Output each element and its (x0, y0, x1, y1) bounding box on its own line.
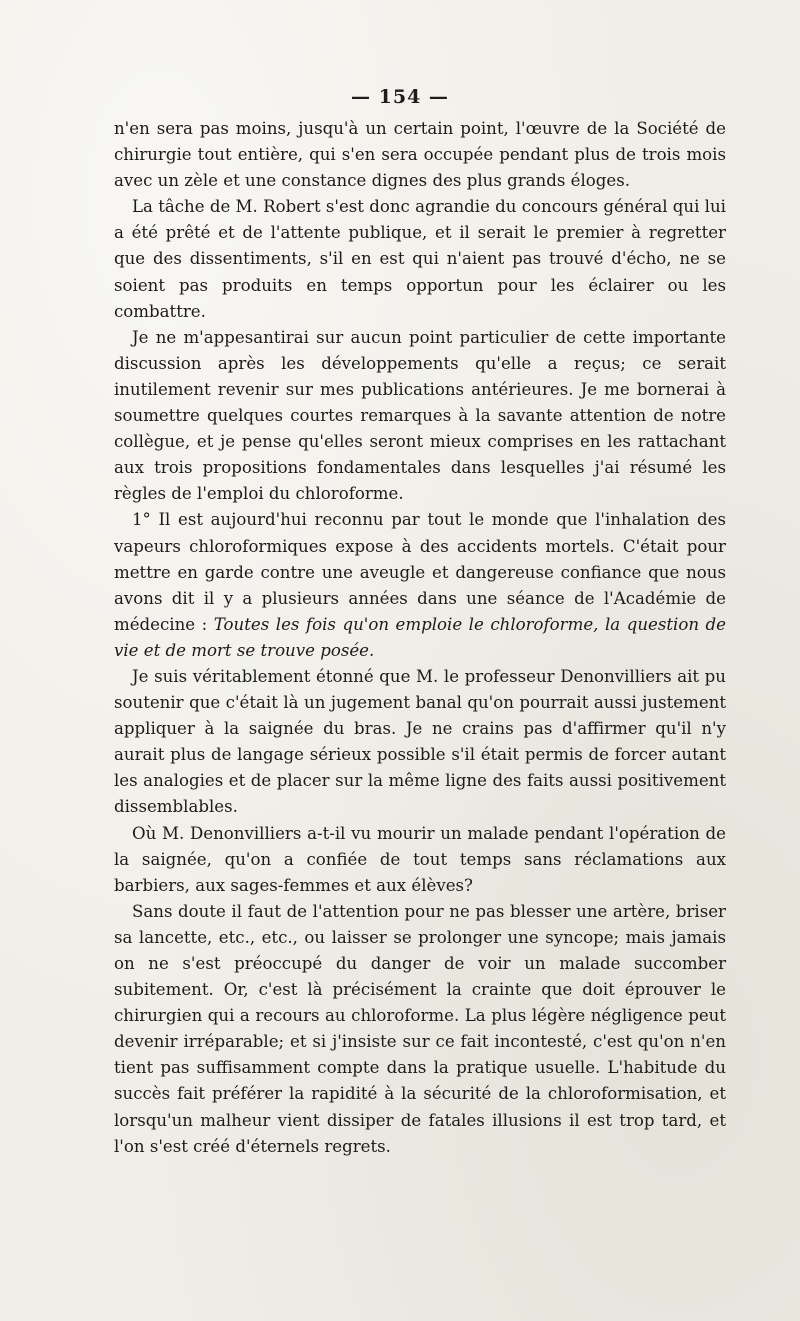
italic-quote: Toutes les fois qu'on emploie le chloroforme, la question de vie et de mort se trouve posée. (114, 614, 726, 660)
paragraph: Sans doute il faut de l'attention pour ne pas blesser une artère, briser sa lancette, etc., etc., ou laisser se prolonger une syncope; mais jamais on ne s'est préoccupé du danger de voir un malade succomber subitement. Or, c'est là précisément la crainte que doit éprouver le chirurgien qui a recours au chloroforme. La plus légère négligence peut devenir irréparable; et si j'insiste sur ce fait incontesté, c'est qu'on n'en tient pas suffisamment compte dans la pratique usuelle. L'habitude du succès fait préférer la rapidité à la sécurité de la chloroformisation, et lorsqu'un malheur vient dissiper de fatales illusions il est trop tard, et l'on s'est créé d'éternels regrets. (114, 901, 726, 1156)
paragraph: La tâche de M. Robert s'est donc agrandie du concours général qui lui a été prêté et de l'attente publique, et il serait le premier à regretter que des dissentiments, s'il en est qui n'aient pas trouvé d'écho, ne se soient pas produits en temps opportun pour les éclairer ou les combattre. (114, 197, 726, 321)
paragraph: Je ne m'appesantirai sur aucun point particulier de cette importante discussion après les développements qu'elle a reçus; ce serait inutilement revenir sur mes publications antérieures. Je me bornerai à soumettre quelques courtes remarques à la savante attention de notre collègue, et je pense qu'elles seront mieux comprises en les rattachant aux trois propositions fondamentales dans lesquelles j'ai résumé les règles de l'emploi du chloroforme. (114, 327, 726, 504)
paragraph-continued: n'en sera pas moins, jusqu'à un certain point, l'œuvre de la Société de chirurgie tout entière, qui s'en sera occupée pendant plus de trois mois avec un zèle et une constance dignes des plus grands éloges. (114, 119, 726, 191)
paragraph-numbered-1 (114, 507, 726, 664)
paragraph: Je suis véritablement étonné que M. le professeur Denonvilliers ait pu soutenir que c'était là un jugement banal qu'on pourrait aussi justement appliquer à la saignée du bras. Je ne crains pas d'affirmer qu'il n'y aurait plus de langage sérieux possible s'il était permis de forcer autant les analogies et de placer sur la même ligne des faits aussi positivement dissemblables. (114, 666, 726, 817)
page-number: — 154 — (351, 86, 449, 108)
body-text (114, 116, 726, 1160)
paragraph-text: 1° Il est aujourd'hui reconnu par tout le monde que l'inhalation des vapeurs chloroformiques expose à des accidents mortels. C'était pour mettre en garde contre une aveugle et dangereuse confiance que nous avons dit il y a plusieurs années dans une séance de l'Académie de médecine : (114, 510, 726, 634)
paragraph: Où M. Denonvilliers a-t-il vu mourir un malade pendant l'opération de la saignée, qu'on a confiée de tout temps sans réclamations aux barbiers, aux sages-femmes et aux élèves? (114, 823, 726, 895)
